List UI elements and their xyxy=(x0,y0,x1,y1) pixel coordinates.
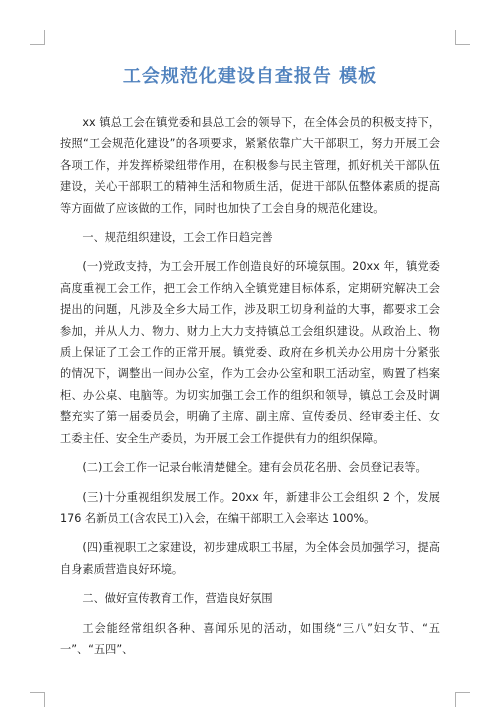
crop-mark-bottom-right xyxy=(455,692,470,707)
crop-mark-top-right xyxy=(455,30,470,45)
crop-mark-bottom-left xyxy=(30,692,45,707)
intro-paragraph: xx 镇总工会在镇党委和县总工会的领导下，在全体会员的积极支持下，按照“工会规范化建设”的各项要求，紧紧依靠广大干部职工，努力开展工会各项工作，并发挥桥梁纽带作用，在积极参与民主管理，抓好机关干部队伍建设，关心干部职工的精神生活和物质生活，促进干部队伍整体素质的提高等方面做了应该做的工作，同时也加快了工会自身的规范化建设。 xyxy=(60,116,440,215)
section-heading-2: 二、做好宣传教育工作，营造良好氛围 xyxy=(82,592,273,606)
paragraph-1-1: (一)党政支持，为工会开展工作创造良好的环境氛围。20xx 年，镇党委高度重视工会工作，把工会工作纳入全镇党建目标体系，定期研究解决工会提出的问题，凡涉及全乡大局工作，涉及职工切身利益的大事，都要求工会参加，并从人力、物力、财力上大力支持镇总工会组织建设。从政治上、物质上保证了工会工作的正常开展。镇党委、政府在乡机关办公用房十分紧张的情况下，调整出一间办公室，作为工会办公室和职工活动室，购置了档案柜、办公桌、电脑等。为切实加强工会工作的组织和领导，镇总工会及时调整充实了第一届委员会，明确了主席、副主席、宣传委员、经审委主任、女工委主任、安全生产委员，为开展工会工作提供有力的组织保障。 xyxy=(60,260,440,445)
crop-mark-top-left xyxy=(30,30,45,45)
paragraph-1-4: (四)重视职工之家建设，初步建成职工书屋，为全体会员加强学习，提高自身素质营造良好环境。 xyxy=(60,541,440,576)
section-heading-1: 一、规范组织建设，工会工作日趋完善 xyxy=(82,231,273,245)
document-title: 工会规范化建设自查报告 模板 xyxy=(122,66,378,87)
document-body xyxy=(60,112,440,668)
paragraph-2-1: 工会能经常组织各种、喜闻乐见的活动，如围绕“三八”妇女节、“五一”、“五四”、 xyxy=(60,621,440,656)
paragraph-1-3: (三)十分重视组织发展工作。20xx 年，新建非公工会组织 2 个，发展 176 名新员工(含农民工)入会，在编干部职工入会率达 100%。 xyxy=(60,490,440,525)
paragraph-1-2: (二)工会工作一记录台帐清楚健全。建有会员花名册、会员登记表等。 xyxy=(82,461,427,475)
